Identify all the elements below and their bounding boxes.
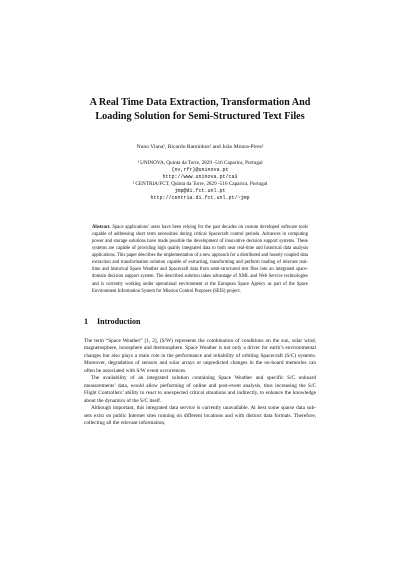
abstract-text: Space applications' users have been relying for the past decades on custom developed software tools capable of addressing short term necessities during critical Spacecraft control periods. Advances in computing power and storage solutions have made possible the development of innovative decision support systems. These systems are capable of providing high quality integrated data to both near real-time and historical data analysis applications. This paper describes the implementation of a new approach for a distributed and loosely coupled data extraction and transformation solution capable of extracting, transforming and perform loading of relevant real-time and historical Space Weather and Spacecraft data from semi-structured text files into an integrated space-domain decision support system. The described solution takes advantage of XML and Web Service technologies and is currently working under operational environment at the European Space Agency as part of the Space Environment Information System for Mission Control Purposes (SEIS) project.: [92, 224, 308, 294]
section-heading: [84, 317, 316, 327]
title-line: Loading Solution for Semi-Structured Text Files: [95, 111, 305, 122]
section-title: Introduction: [97, 316, 141, 326]
section-number: 1: [84, 316, 88, 326]
affiliation-email[interactable]: jmp@di.fct.unl.pt: [174, 188, 226, 195]
affiliations: [84, 160, 316, 202]
author-list: Nuno Viana¹, Ricardo Raminhos¹ and João Moura-Pires²: [136, 144, 264, 150]
body-paragraph: Although important, this integrated data service is currently unavailable. At best some sparse data sub-sets exist on public Internet sites running on different locations and with distinct data formats. Therefore, collecting all the relevant information,: [84, 405, 316, 427]
affiliation-uninova: [84, 160, 316, 180]
abstract: [92, 224, 308, 295]
affiliation-url[interactable]: http://www.uninova.pt/ca3: [162, 173, 238, 180]
body-paragraph: The availability of an integrated solution containing Space Weather and specific S/C onboard measurements’ data, would allow performing of online and post-event analysis, thus increasing the S/C Flight Controllers’ ability to react to unexpected critical situations and indirectly, to enhance the knowledge about the dynamics of the S/C itself.: [84, 375, 316, 404]
section-body: [84, 338, 316, 428]
abstract-label: Abstract.: [92, 224, 111, 230]
affiliation-centria: [84, 181, 316, 201]
affiliation-email[interactable]: {nv,rfr}@uninova.pt: [171, 166, 229, 173]
affiliation-url[interactable]: http://centria.di.fct.unl.pt/~jmp: [150, 194, 250, 201]
affiliation-name: ² CENTRIA/FCT, Quinta da Torre, 2829 -516 Caparica, Portugal: [132, 181, 268, 188]
body-paragraph: The term “Space Weather” [1, 2], (S/W) represents the combination of conditions on the sun, solar wind, magnetosphere, ionosphere and thermosphere. Space Weather is not only a driver for earth’s environmental changes but also plays a main role in the performance and reliability of orbiting Spacecraft (S/C) systems. Moreover, degradation of sensors and solar arrays or unpredicted changes in the on-board memories can often be associated with S/W event occurrences.: [84, 337, 316, 374]
title-line: A Real Time Data Extraction, Transformation And: [89, 97, 311, 108]
paper-title: [84, 0, 316, 124]
affiliation-name: ¹ UNINOVA, Quinta da Torre, 2829 -516 Caparica, Portugal: [137, 160, 263, 166]
